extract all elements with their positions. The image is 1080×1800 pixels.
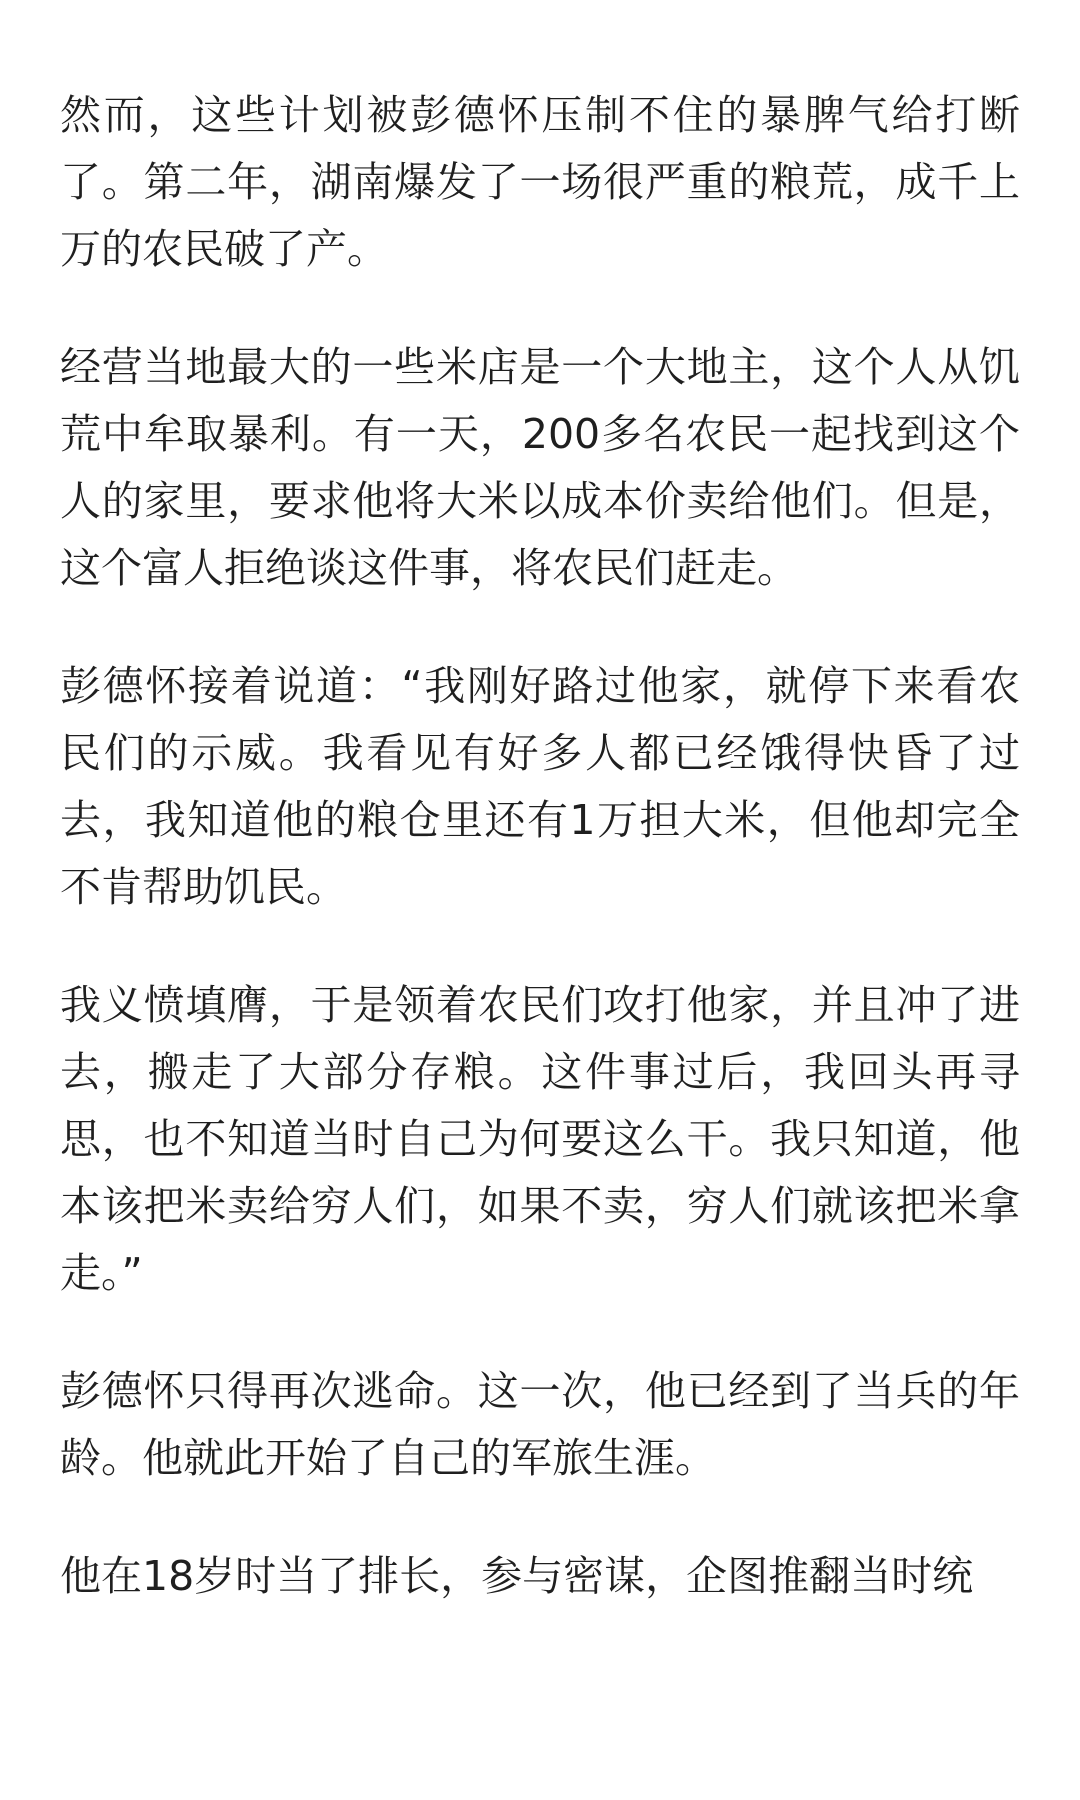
paragraph: 彭德怀接着说道：“我刚好路过他家，就停下来看农民们的示威。我看见有好多人都已经饿得快昏了过去，我知道他的粮仓里还有1万担大米，但他却完全不肯帮助饥民。 [60,662,1020,911]
paragraph: 我义愤填膺，于是领着农民们攻打他家，并且冲了进去，搬走了大部分存粮。这件事过后，我回头再寻思，也不知道当时自己为何要这么干。我只知道，他本该把米卖给穷人们，如果不卖，穷人们就该把米拿走。” [60,981,1020,1297]
paragraph: 然而，这些计划被彭德怀压制不住的暴脾气给打断了。第二年，湖南爆发了一场很严重的粮荒，成千上万的农民破了产。 [60,91,1020,273]
paragraph: 彭德怀只得再次逃命。这一次，他已经到了当兵的年龄。他就此开始了自己的军旅生涯。 [60,1367,1020,1482]
paragraph: 他在18岁时当了排长，参与密谋，企图推翻当时统 [60,1552,974,1600]
paragraph: 经营当地最大的一些米店是一个大地主，这个人从饥荒中牟取暴利。有一天，200多名农民一起找到这个人的家里，要求他将大米以成本价卖给他们。但是，这个富人拒绝谈这件事，将农民们赶走。 [60,343,1020,592]
article-body [60,82,1020,1661]
